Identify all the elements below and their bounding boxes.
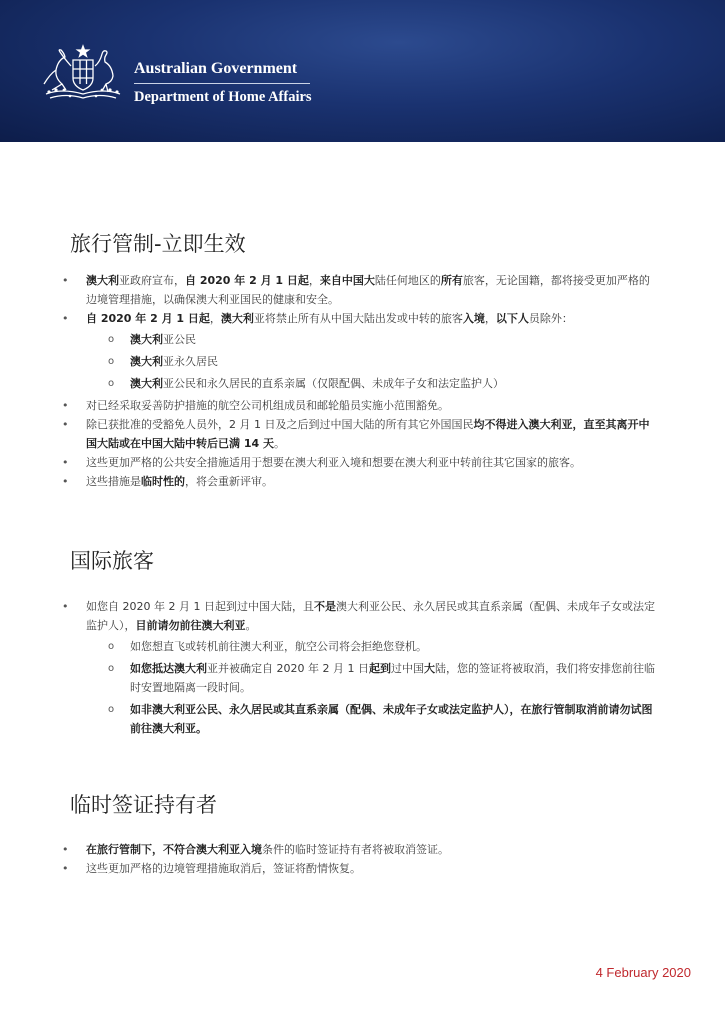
bullet-text [86, 456, 581, 469]
bold-text: 临时性的 [141, 475, 185, 488]
text: ， [484, 312, 496, 325]
section-title-travel-restrictions: 旅行管制-立即生效 [70, 232, 246, 256]
bold-text: 自 2020 年 2 月 1 日起 [185, 274, 309, 287]
travel-restrictions-list [60, 271, 660, 491]
text: 亚并被确定自 2020 年 2 月 1 日 [207, 662, 369, 675]
bold-text: 在旅行管制下， [86, 843, 163, 856]
sub-bullet-item [86, 637, 660, 656]
bold-text: 澳大利 [86, 274, 119, 287]
bold-text: 目前请勿前往澳大利亚 [135, 619, 246, 632]
government-name: Australian Government [134, 60, 298, 77]
text: ， [209, 312, 221, 325]
bullet-text [86, 418, 649, 450]
coat-of-arms-icon [40, 44, 126, 104]
bullet-item [60, 271, 660, 309]
bullet-item [60, 453, 660, 472]
text: ，将会重新评审。 [185, 475, 273, 488]
text: 。 [273, 437, 285, 450]
bullet-item [60, 859, 660, 878]
text: 亚公民 [163, 333, 196, 346]
text: 如您想直飞或转机前往澳大利亚，航空公司将会拒绝您登机。 [130, 640, 427, 653]
section-title-international-travellers: 国际旅客 [70, 549, 154, 573]
bold-text: 如您抵达澳大利 [130, 662, 207, 675]
bold-text: 以下人 [495, 312, 529, 325]
text: 除已获批准的受豁免人员外，2 月 1 日及之后到过中国大陆的所有其它外国国民 [86, 418, 474, 431]
bold-text: 入境 [462, 312, 485, 325]
sub-bullet-item [86, 330, 660, 349]
text: 员除外： [528, 312, 573, 325]
text: 陆，您的签证将被取消，我们将安排您前往临时安置地隔离一段时间。 [130, 662, 655, 694]
bullet-item [60, 309, 660, 393]
text: 条件的临时签证持有者将被取消签证。 [262, 843, 449, 856]
bullet-item [60, 840, 660, 859]
text: 旅客，无论国籍，都将接受更加严格的边境管理措施，以确保澳大利亚国民的健康和安全。 [86, 274, 650, 306]
sub-bullet-item [86, 374, 660, 393]
text: 对已经采取妥善防护措施的航空公司机组成员和邮轮船员实施小范围豁免。 [86, 399, 449, 412]
bold-text: 起到 [368, 662, 391, 675]
bold-text: 均不得进入澳大利亚，直至其离开中国大陆或在中国大陆中转后已满 14 天 [86, 418, 650, 450]
sub-bullet-item [86, 352, 660, 371]
bold-text: 所有 [440, 274, 463, 287]
text: 过中国 [390, 662, 424, 675]
bold-text: 澳大利 [130, 377, 163, 390]
text: 这些措施是 [86, 475, 141, 488]
bold-text: 澳大利 [130, 333, 163, 346]
text: 陆任何地区的 [374, 274, 441, 287]
text: 澳大利亚公民、永久居民或其直系亲属（配偶、未成年子女或法定监护人）， [86, 600, 655, 632]
bullet-text [86, 475, 273, 488]
bullet-item [60, 472, 660, 491]
bold-text: 澳大利 [220, 312, 254, 325]
bold-text: 不是 [313, 600, 336, 613]
header-banner [0, 0, 725, 142]
text: 。 [245, 619, 257, 632]
bold-text: 自 2020 年 2 月 1 日起 [86, 312, 210, 325]
bullet-item [60, 396, 660, 415]
text: 亚公民和永久居民的直系亲属（仅限配偶、未成年子女和法定监护人） [163, 377, 504, 390]
bold-text: 大 [423, 662, 435, 675]
section-title-temporary-visa-holders: 临时签证持有者 [70, 793, 217, 817]
text: 亚将禁止所有从中国大陆出发或中转的旅客 [253, 312, 463, 325]
sub-bullet-item [86, 700, 660, 738]
bold-text: 如非澳大利亚公民、永久居民或其直系亲属（配偶、未成年子女或法定监护人），在旅行管制取消前请勿试图前往澳大利亚。 [130, 703, 653, 735]
sub-bullet-item [86, 659, 660, 697]
bullet-text [86, 600, 655, 632]
text: 这些更加严格的边境管理措施取消后，签证将酌情恢复。 [86, 862, 361, 875]
bold-text: 不符合澳大利亚入境 [163, 843, 262, 856]
header-divider [134, 83, 310, 84]
bullet-text [86, 399, 449, 412]
bullet-text [86, 862, 361, 875]
sub-list [86, 637, 660, 738]
sub-list [86, 330, 660, 393]
text: 这些更加严格的公共安全措施适用于想要在澳大利亚入境和想要在澳大利亚中转前往其它国家的旅客。 [86, 456, 581, 469]
temporary-visa-holders-list [60, 840, 660, 878]
text: ， [308, 274, 320, 287]
department-name: Department of Home Affairs [134, 89, 312, 105]
bold-text: 来自中国大 [319, 274, 375, 287]
bullet-text [86, 312, 573, 325]
bullet-text [86, 843, 449, 856]
international-travellers-list [60, 597, 660, 741]
text: 亚永久居民 [163, 355, 218, 368]
bullet-item [60, 415, 660, 453]
bold-text: 澳大利 [130, 355, 163, 368]
bullet-item [60, 597, 660, 738]
document-date: 4 February 2020 [595, 965, 691, 980]
text: 亚政府宣布， [119, 274, 185, 287]
bullet-text [86, 274, 650, 306]
text: 如您自 2020 年 2 月 1 日起到过中国大陆，且 [86, 600, 314, 613]
